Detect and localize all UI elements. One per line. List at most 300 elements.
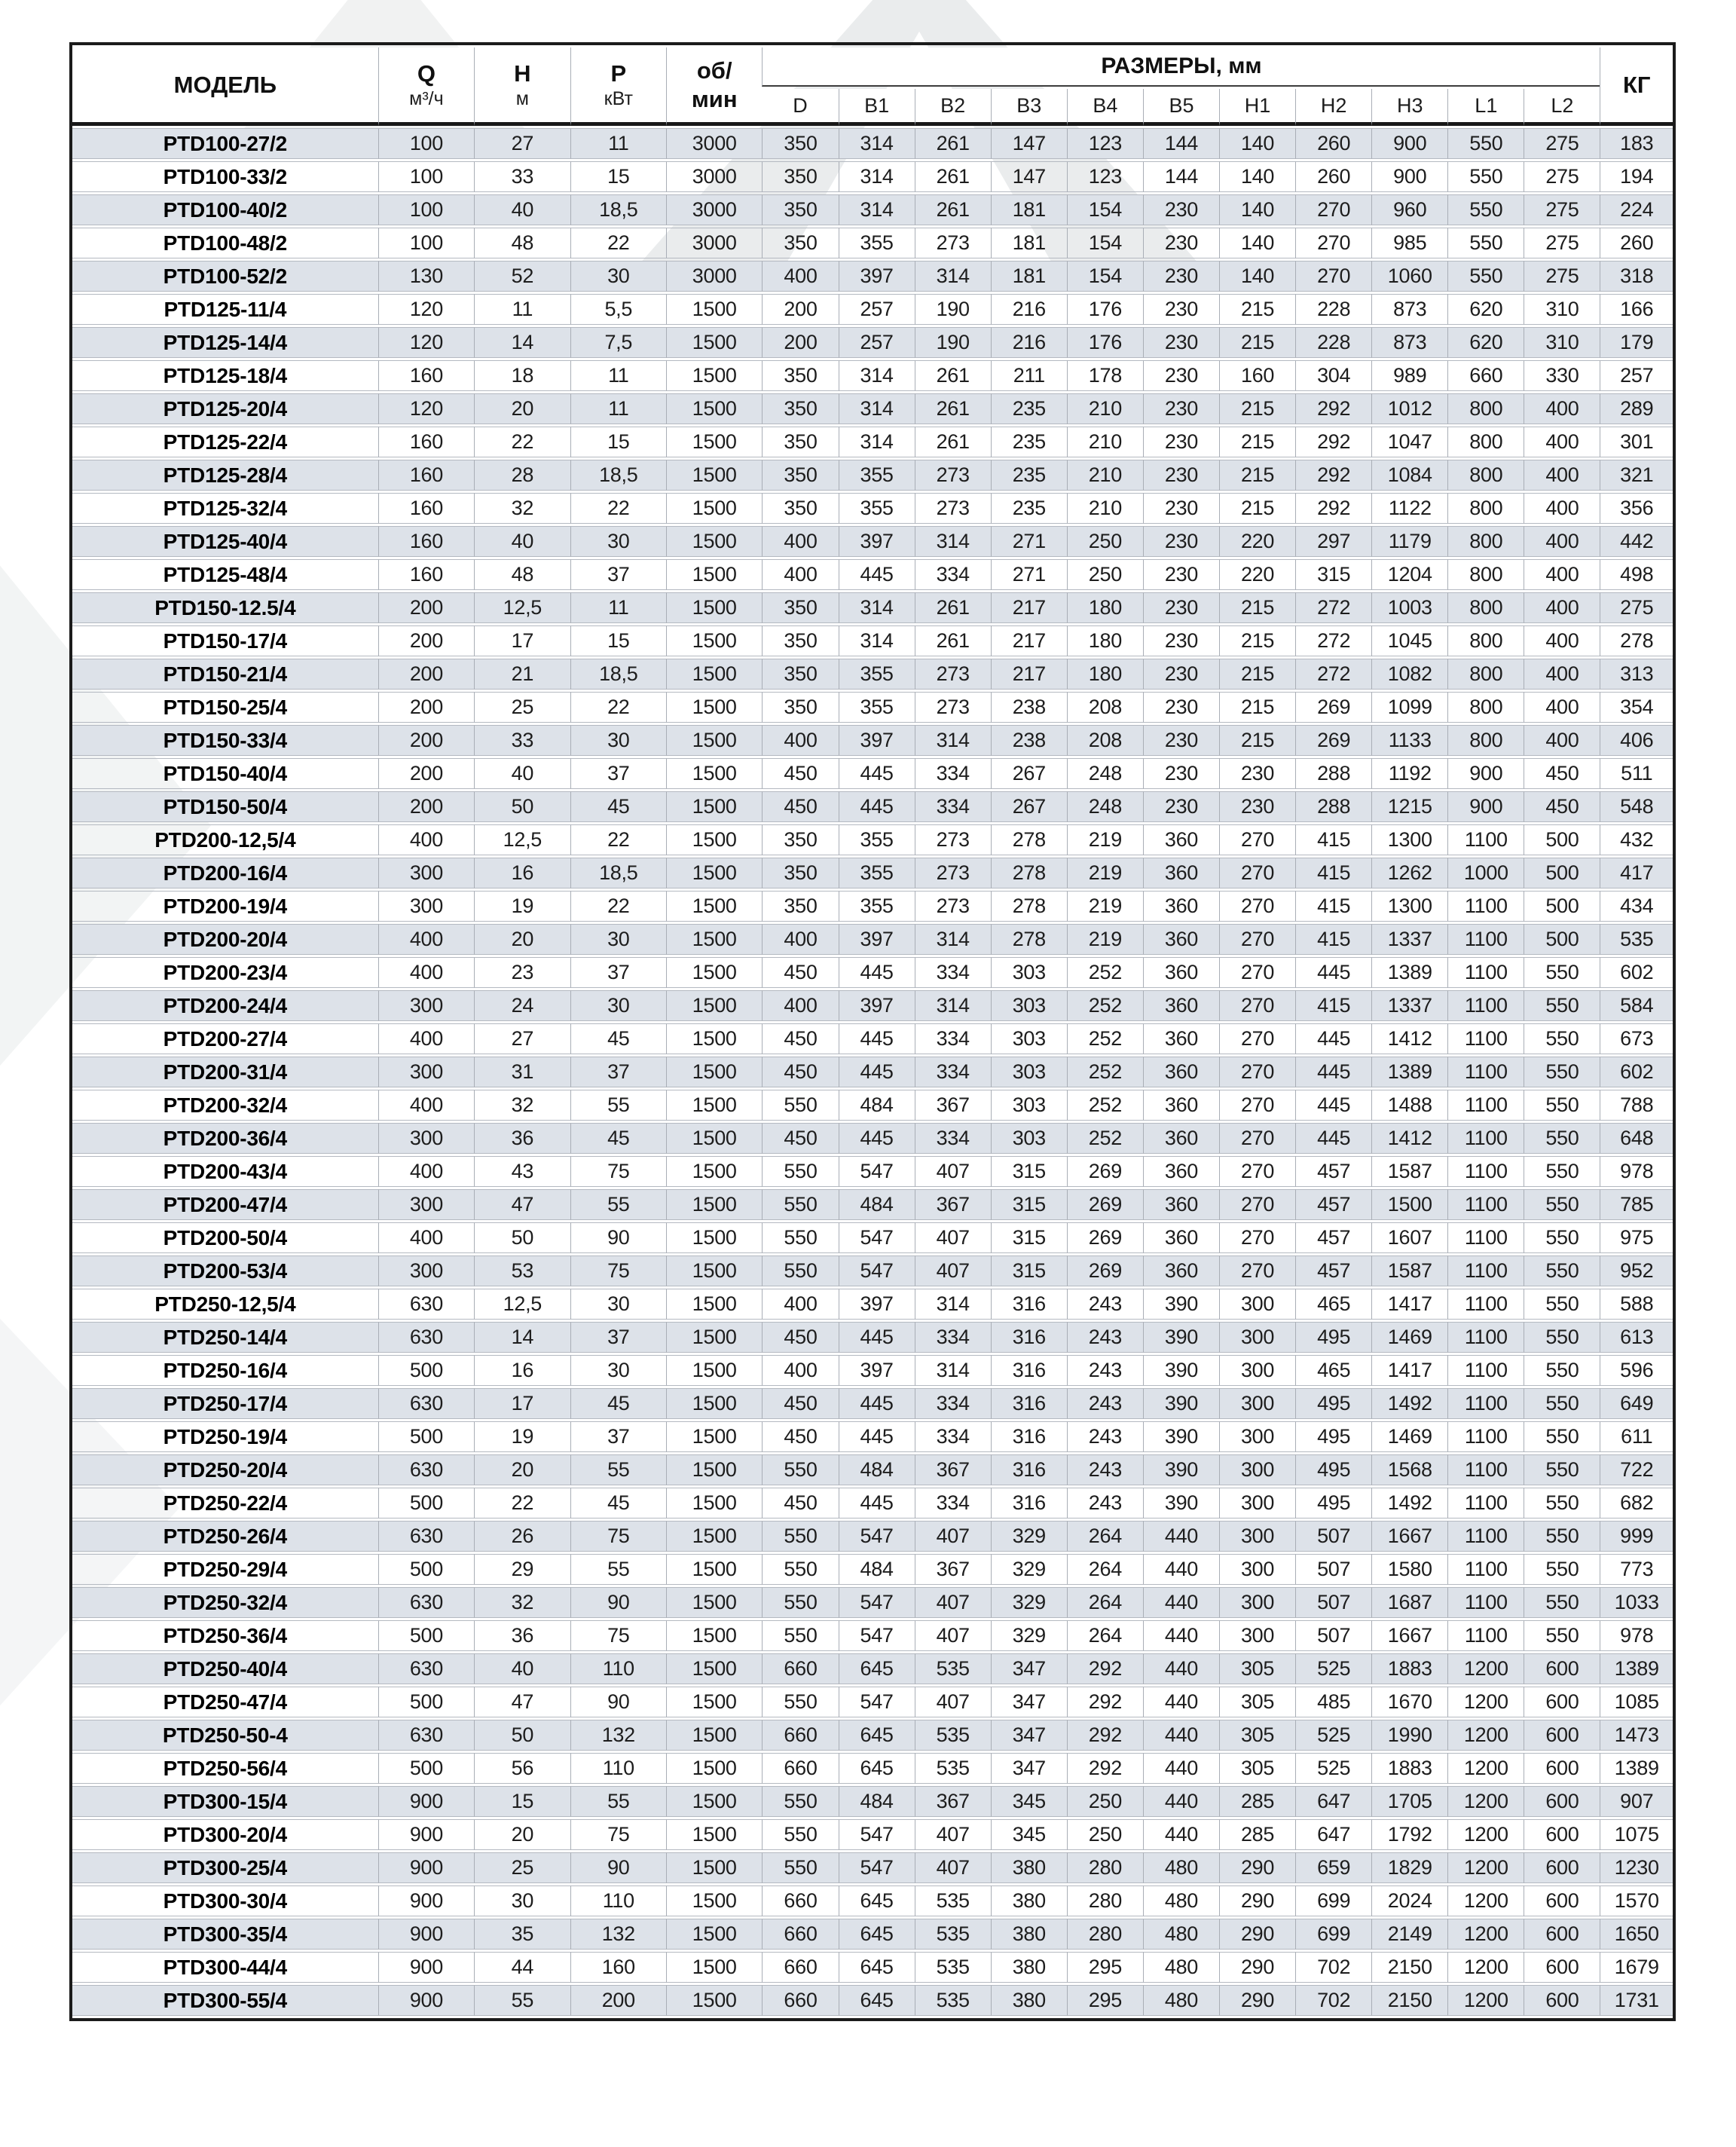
value-cell: 230 (1143, 725, 1219, 756)
value-cell: 314 (915, 990, 991, 1021)
value-cell: 315 (991, 1189, 1067, 1220)
value-cell: 40 (474, 758, 570, 789)
value-cell: 415 (1295, 891, 1371, 922)
value-cell: 550 (1524, 1388, 1600, 1419)
value-cell: 230 (1143, 692, 1219, 723)
value-cell: 647 (1295, 1819, 1371, 1850)
model-cell: PTD250-16/4 (72, 1355, 378, 1386)
model-cell: PTD150-17/4 (72, 625, 378, 656)
value-cell: 550 (1524, 1521, 1600, 1552)
value-cell: 360 (1143, 1255, 1219, 1286)
value-cell: 32 (474, 1587, 570, 1618)
value-cell: 1500 (666, 1886, 762, 1916)
value-cell: 318 (1600, 261, 1673, 292)
value-cell: 300 (378, 858, 474, 888)
value-cell: 310 (1524, 327, 1600, 358)
value-cell: 960 (1371, 194, 1447, 225)
value-cell: 2024 (1371, 1886, 1447, 1916)
value-cell: 275 (1524, 228, 1600, 258)
value-cell: 1500 (666, 1388, 762, 1419)
value-cell: 450 (762, 1023, 838, 1054)
value-cell: 535 (915, 1753, 991, 1784)
table-row (72, 1322, 1673, 1353)
value-cell: 267 (991, 791, 1067, 822)
value-cell: 228 (1295, 327, 1371, 358)
value-cell: 900 (378, 1985, 474, 2016)
value-cell: 238 (991, 725, 1067, 756)
value-cell: 415 (1295, 858, 1371, 888)
value-cell: 1100 (1447, 1289, 1524, 1320)
value-cell: 500 (1524, 891, 1600, 922)
value-cell: 442 (1600, 526, 1673, 557)
value-cell: 40 (474, 526, 570, 557)
value-cell: 400 (1524, 625, 1600, 656)
value-cell: 550 (1524, 1255, 1600, 1286)
table-row (72, 824, 1673, 855)
value-cell: 194 (1600, 161, 1673, 192)
value-cell: 350 (762, 824, 838, 855)
value-cell: 550 (1524, 1488, 1600, 1518)
value-cell: 292 (1067, 1687, 1143, 1717)
value-cell: 484 (839, 1554, 915, 1585)
value-cell: 1500 (666, 1322, 762, 1353)
value-cell: 120 (378, 393, 474, 424)
model-cell: PTD150-25/4 (72, 692, 378, 723)
value-cell: 12,5 (474, 592, 570, 623)
value-cell: 329 (991, 1554, 1067, 1585)
value-cell: 243 (1067, 1355, 1143, 1386)
table-row (72, 990, 1673, 1021)
value-cell: 440 (1143, 1753, 1219, 1784)
value-cell: 550 (762, 1786, 838, 1817)
value-cell: 600 (1524, 1852, 1600, 1883)
table-row (72, 526, 1673, 557)
value-cell: 314 (915, 526, 991, 557)
value-cell: 360 (1143, 891, 1219, 922)
value-cell: 303 (991, 1023, 1067, 1054)
model-cell: PTD200-24/4 (72, 990, 378, 1021)
value-cell: 272 (1295, 625, 1371, 656)
value-cell: 1100 (1447, 891, 1524, 922)
model-cell: PTD200-27/4 (72, 1023, 378, 1054)
value-cell: 30 (570, 1289, 666, 1320)
value-cell: 1500 (666, 1786, 762, 1817)
value-cell: 22 (570, 692, 666, 723)
value-cell: 295 (1067, 1952, 1143, 1983)
value-cell: 305 (1219, 1687, 1295, 1717)
value-cell: 100 (378, 228, 474, 258)
value-cell: 160 (378, 460, 474, 491)
value-cell: 415 (1295, 924, 1371, 955)
model-cell: PTD250-47/4 (72, 1687, 378, 1717)
value-cell: 1500 (666, 1852, 762, 1883)
value-cell: 147 (991, 161, 1067, 192)
value-cell: 495 (1295, 1388, 1371, 1419)
table-row (72, 228, 1673, 258)
value-cell: 208 (1067, 725, 1143, 756)
value-cell: 390 (1143, 1322, 1219, 1353)
value-cell: 200 (762, 327, 838, 358)
value-cell: 315 (991, 1255, 1067, 1286)
value-cell: 217 (991, 592, 1067, 623)
value-cell: 975 (1600, 1222, 1673, 1253)
table-row (72, 1222, 1673, 1253)
value-cell: 1500 (666, 1057, 762, 1087)
value-cell: 355 (839, 891, 915, 922)
value-cell: 645 (839, 1753, 915, 1784)
model-cell: PTD300-15/4 (72, 1786, 378, 1817)
table-row (72, 858, 1673, 888)
value-cell: 550 (1524, 957, 1600, 988)
model-cell: PTD125-18/4 (72, 360, 378, 391)
value-cell: 25 (474, 692, 570, 723)
value-cell: 90 (570, 1852, 666, 1883)
value-cell: 484 (839, 1189, 915, 1220)
value-cell: 37 (570, 957, 666, 988)
value-cell: 397 (839, 1355, 915, 1386)
value-cell: 47 (474, 1687, 570, 1717)
col-header-b3: B3 (991, 89, 1067, 126)
table-row (72, 1852, 1673, 1883)
value-cell: 550 (1447, 261, 1524, 292)
value-cell: 215 (1219, 493, 1295, 524)
value-cell: 24 (474, 990, 570, 1021)
value-cell: 350 (762, 194, 838, 225)
value-cell: 305 (1219, 1720, 1295, 1751)
value-cell: 1133 (1371, 725, 1447, 756)
value-cell: 1300 (1371, 824, 1447, 855)
value-cell: 144 (1143, 128, 1219, 159)
value-cell: 238 (991, 692, 1067, 723)
value-cell: 440 (1143, 1819, 1219, 1850)
value-cell: 1100 (1447, 1156, 1524, 1187)
value-cell: 230 (1143, 261, 1219, 292)
value-cell: 140 (1219, 261, 1295, 292)
value-cell: 1500 (666, 294, 762, 325)
value-cell: 289 (1600, 393, 1673, 424)
value-cell: 400 (762, 1355, 838, 1386)
model-cell: PTD250-29/4 (72, 1554, 378, 1585)
table-row (72, 128, 1673, 159)
value-cell: 525 (1295, 1720, 1371, 1751)
value-cell: 1473 (1600, 1720, 1673, 1751)
value-cell: 1100 (1447, 957, 1524, 988)
value-cell: 397 (839, 990, 915, 1021)
value-cell: 334 (915, 1488, 991, 1518)
value-cell: 507 (1295, 1554, 1371, 1585)
value-cell: 1650 (1600, 1919, 1673, 1950)
value-cell: 367 (915, 1189, 991, 1220)
value-cell: 1500 (666, 1289, 762, 1320)
value-cell: 596 (1600, 1355, 1673, 1386)
value-cell: 400 (1524, 460, 1600, 491)
value-cell: 215 (1219, 625, 1295, 656)
value-cell: 180 (1067, 659, 1143, 690)
value-cell: 445 (1295, 957, 1371, 988)
value-cell: 440 (1143, 1786, 1219, 1817)
value-cell: 190 (915, 294, 991, 325)
value-cell: 1082 (1371, 659, 1447, 690)
value-cell: 400 (378, 824, 474, 855)
value-cell: 1500 (666, 791, 762, 822)
value-cell: 270 (1219, 1123, 1295, 1154)
value-cell: 550 (1524, 1554, 1600, 1585)
value-cell: 40 (474, 1653, 570, 1684)
value-cell: 261 (915, 625, 991, 656)
col-header-b4: B4 (1067, 89, 1143, 126)
table-row (72, 559, 1673, 590)
value-cell: 800 (1447, 559, 1524, 590)
rpm-label-1: об/ (696, 57, 732, 84)
value-cell: 345 (991, 1819, 1067, 1850)
value-cell: 178 (1067, 360, 1143, 391)
value-cell: 600 (1524, 1687, 1600, 1717)
value-cell: 329 (991, 1620, 1067, 1651)
value-cell: 32 (474, 1090, 570, 1121)
value-cell: 297 (1295, 526, 1371, 557)
value-cell: 611 (1600, 1421, 1673, 1452)
value-cell: 272 (1295, 592, 1371, 623)
value-cell: 147 (991, 128, 1067, 159)
value-cell: 445 (839, 559, 915, 590)
value-cell: 350 (762, 228, 838, 258)
value-cell: 415 (1295, 990, 1371, 1021)
value-cell: 160 (1219, 360, 1295, 391)
value-cell: 400 (762, 526, 838, 557)
value-cell: 900 (378, 1886, 474, 1916)
value-cell: 200 (378, 725, 474, 756)
value-cell: 415 (1295, 824, 1371, 855)
value-cell: 347 (991, 1687, 1067, 1717)
col-header-p (570, 47, 666, 126)
table-row (72, 360, 1673, 391)
value-cell: 550 (762, 1819, 838, 1850)
value-cell: 329 (991, 1521, 1067, 1552)
value-cell: 18,5 (570, 858, 666, 888)
value-cell: 507 (1295, 1620, 1371, 1651)
value-cell: 500 (378, 1620, 474, 1651)
value-cell: 989 (1371, 360, 1447, 391)
value-cell: 550 (1447, 161, 1524, 192)
value-cell: 355 (839, 228, 915, 258)
value-cell: 314 (839, 128, 915, 159)
value-cell: 1012 (1371, 393, 1447, 424)
value-cell: 550 (1524, 1322, 1600, 1353)
value-cell: 30 (570, 725, 666, 756)
value-cell: 230 (1143, 228, 1219, 258)
value-cell: 50 (474, 1720, 570, 1751)
value-cell: 1500 (666, 1653, 762, 1684)
value-cell: 484 (839, 1786, 915, 1817)
value-cell: 397 (839, 1289, 915, 1320)
table-row (72, 1620, 1673, 1651)
value-cell: 397 (839, 725, 915, 756)
model-cell: PTD200-36/4 (72, 1123, 378, 1154)
value-cell: 190 (915, 327, 991, 358)
value-cell: 550 (1524, 1587, 1600, 1618)
value-cell: 300 (1219, 1587, 1295, 1618)
model-cell: PTD200-20/4 (72, 924, 378, 955)
value-cell: 356 (1600, 493, 1673, 524)
value-cell: 20 (474, 393, 570, 424)
value-cell: 269 (1067, 1156, 1143, 1187)
value-cell: 19 (474, 1421, 570, 1452)
value-cell: 495 (1295, 1488, 1371, 1518)
value-cell: 1500 (666, 1985, 762, 2016)
col-header-b5: B5 (1143, 89, 1219, 126)
value-cell: 773 (1600, 1554, 1673, 1585)
value-cell: 457 (1295, 1222, 1371, 1253)
value-cell: 350 (762, 625, 838, 656)
value-cell: 215 (1219, 460, 1295, 491)
value-cell: 550 (762, 1687, 838, 1717)
value-cell: 219 (1067, 824, 1143, 855)
value-cell: 600 (1524, 1952, 1600, 1983)
value-cell: 1300 (1371, 891, 1447, 922)
value-cell: 210 (1067, 393, 1143, 424)
table-row (72, 493, 1673, 524)
value-cell: 1215 (1371, 791, 1447, 822)
value-cell: 11 (474, 294, 570, 325)
value-cell: 407 (915, 1255, 991, 1286)
value-cell: 1200 (1447, 1952, 1524, 1983)
value-cell: 33 (474, 725, 570, 756)
col-header-b1: B1 (839, 89, 915, 126)
value-cell: 132 (570, 1919, 666, 1950)
value-cell: 1792 (1371, 1819, 1447, 1850)
value-cell: 699 (1295, 1919, 1371, 1950)
value-cell: 243 (1067, 1421, 1143, 1452)
value-cell: 220 (1219, 526, 1295, 557)
value-cell: 1100 (1447, 1620, 1524, 1651)
value-cell: 35 (474, 1919, 570, 1950)
value-cell: 176 (1067, 327, 1143, 358)
value-cell: 350 (762, 891, 838, 922)
value-cell: 1200 (1447, 1985, 1524, 2016)
value-cell: 1100 (1447, 1421, 1524, 1452)
table-row (72, 1488, 1673, 1518)
value-cell: 314 (915, 924, 991, 955)
value-cell: 1500 (666, 1255, 762, 1286)
value-cell: 292 (1295, 493, 1371, 524)
value-cell: 314 (915, 725, 991, 756)
p-unit: кВт (604, 88, 633, 110)
value-cell: 200 (762, 294, 838, 325)
value-cell: 300 (378, 990, 474, 1021)
value-cell: 235 (991, 460, 1067, 491)
value-cell: 154 (1067, 261, 1143, 292)
value-cell: 445 (839, 1388, 915, 1419)
value-cell: 250 (1067, 526, 1143, 557)
value-cell: 400 (762, 924, 838, 955)
value-cell: 110 (570, 1653, 666, 1684)
value-cell: 15 (474, 1786, 570, 1817)
value-cell: 360 (1143, 1023, 1219, 1054)
value-cell: 900 (378, 1952, 474, 1983)
value-cell: 37 (570, 758, 666, 789)
value-cell: 300 (1219, 1521, 1295, 1552)
model-cell: PTD250-22/4 (72, 1488, 378, 1518)
value-cell: 1200 (1447, 1819, 1524, 1850)
value-cell: 800 (1447, 692, 1524, 723)
value-cell: 1100 (1447, 1322, 1524, 1353)
value-cell: 183 (1600, 128, 1673, 159)
value-cell: 230 (1143, 327, 1219, 358)
value-cell: 645 (839, 1720, 915, 1751)
value-cell: 620 (1447, 294, 1524, 325)
value-cell: 334 (915, 559, 991, 590)
value-cell: 300 (378, 1189, 474, 1220)
value-cell: 123 (1067, 128, 1143, 159)
model-cell: PTD125-40/4 (72, 526, 378, 557)
value-cell: 1389 (1371, 1057, 1447, 1087)
value-cell: 500 (378, 1687, 474, 1717)
value-cell: 550 (762, 1255, 838, 1286)
value-cell: 702 (1295, 1952, 1371, 1983)
value-cell: 360 (1143, 1189, 1219, 1220)
value-cell: 550 (1447, 194, 1524, 225)
value-cell: 243 (1067, 1322, 1143, 1353)
value-cell: 270 (1219, 824, 1295, 855)
value-cell: 484 (839, 1090, 915, 1121)
value-cell: 271 (991, 559, 1067, 590)
value-cell: 434 (1600, 891, 1673, 922)
value-cell: 350 (762, 128, 838, 159)
value-cell: 702 (1295, 1985, 1371, 2016)
model-cell: PTD200-32/4 (72, 1090, 378, 1121)
value-cell: 250 (1067, 1786, 1143, 1817)
value-cell: 3000 (666, 194, 762, 225)
value-cell: 160 (378, 559, 474, 590)
value-cell: 300 (1219, 1421, 1295, 1452)
value-cell: 952 (1600, 1255, 1673, 1286)
value-cell: 278 (991, 858, 1067, 888)
value-cell: 535 (915, 1886, 991, 1916)
value-cell: 347 (991, 1653, 1067, 1684)
value-cell: 1200 (1447, 1720, 1524, 1751)
value-cell: 200 (378, 758, 474, 789)
value-cell: 55 (570, 1090, 666, 1121)
value-cell: 647 (1295, 1786, 1371, 1817)
value-cell: 211 (991, 360, 1067, 391)
value-cell: 1100 (1447, 1222, 1524, 1253)
value-cell: 400 (378, 924, 474, 955)
value-cell: 367 (915, 1454, 991, 1485)
value-cell: 445 (839, 1057, 915, 1087)
value-cell: 1469 (1371, 1322, 1447, 1353)
value-cell: 270 (1219, 1255, 1295, 1286)
table-row (72, 427, 1673, 457)
table-row (72, 261, 1673, 292)
value-cell: 682 (1600, 1488, 1673, 1518)
value-cell: 457 (1295, 1255, 1371, 1286)
value-cell: 275 (1600, 592, 1673, 623)
value-cell: 360 (1143, 824, 1219, 855)
table-row (72, 1189, 1673, 1220)
value-cell: 20 (474, 1819, 570, 1850)
value-cell: 210 (1067, 427, 1143, 457)
col-header-d: D (762, 89, 838, 126)
value-cell: 100 (378, 194, 474, 225)
value-cell: 1412 (1371, 1123, 1447, 1154)
value-cell: 334 (915, 758, 991, 789)
value-cell: 397 (839, 924, 915, 955)
value-cell: 1192 (1371, 758, 1447, 789)
value-cell: 270 (1295, 261, 1371, 292)
value-cell: 445 (839, 957, 915, 988)
value-cell: 550 (762, 1189, 838, 1220)
value-cell: 550 (762, 1620, 838, 1651)
